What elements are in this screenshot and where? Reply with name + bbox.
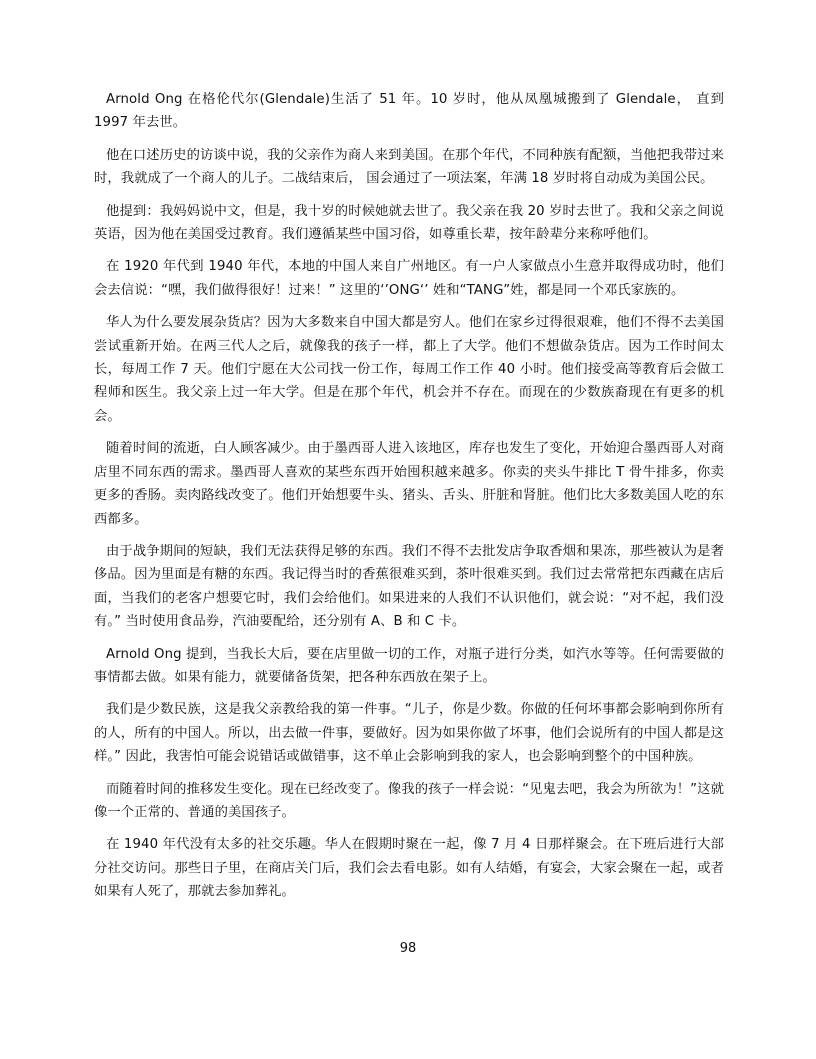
document-body: [94, 88, 724, 913]
paragraph-7: 由于战争期间的短缺，我们无法获得足够的东西。我们不得不去批发店争取香烟和果冻，那些被认为是奢侈品。因为里面是有糖的东西。我记得当时的香蕉很难买到，茶叶很难买到。我们过去常常把东西藏在店后面，当我们的老客户想要它时，我们会给他们。如果进来的人我们不认识他们，就会说：“对不起，我们没有。” 当时使用食品券，汽油要配给，还分别有 A、B 和 C 卡。: [94, 543, 724, 630]
paragraph-5: 华人为什么要发展杂货店？因为大多数来自中国大都是穷人。他们在家乡过得很艰难，他们不得不去美国尝试重新开始。在两三代人之后，就像我的孩子一样，都上了大学。他们不想做杂货店。因为工作时间太长，每周工作 7 天。他们宁愿在大公司找一份工作，每周工作工作 40 小时。他们接受高等教育后会做工程师和医生。我父亲上过一年大学。但是在那个年代，机会并不存在。而现在的少数族裔现在有更多的机会。: [94, 315, 724, 424]
paragraph-3: 他提到：我妈妈说中文，但是，我十岁的时候她就去世了。我父亲在我 20 岁时去世了。我和父亲之间说英语，因为他在美国受过教育。我们遵循某些中国习俗，如尊重长辈，按年龄辈分来称呼他们。: [94, 203, 724, 243]
paragraph-4: 在 1920 年代到 1940 年代，本地的中国人来自广州地区。有一户人家做点小生意并取得成功时，他们会去信说：“嘿，我们做得很好！过来！” 这里的‘’ONG‘’ 姓和“TANG”姓，都是同一个邓氏家族的。: [94, 259, 724, 298]
paragraph-6: 随着时间的流逝，白人顾客减少。由于墨西哥人进入该地区，库存也发生了变化，开始迎合墨西哥人对商店里不同东西的需求。墨西哥人喜欢的某些东西开始囤积越来越多。你卖的夹头牛排比 T 骨牛排多，你卖更多的香肠。卖肉路线改变了。他们开始想要牛头、猪头、舌头、肝脏和肾脏。他们比大多数美国人吃的东西都多。: [94, 441, 724, 527]
paragraph-1: Arnold Ong 在格伦代尔(Glendale)生活了 51 年。10 岁时，他从凤凰城搬到了 Glendale， 直到 1997 年去世。: [94, 92, 724, 131]
paragraph-9: 我们是少数民族，这是我父亲教给我的第一件事。“儿子，你是少数。你做的任何坏事都会影响到你所有的人，所有的中国人。所以，出去做一件事，要做好。因为如果你做了坏事，他们会说所有的中国人都是这样。” 因此，我害怕可能会说错话或做错事，这不单止会影响到我的家人，也会影响到整个的中国种族。: [94, 702, 724, 765]
paragraph-2: 他在口述历史的访谈中说，我的父亲作为商人来到美国。在那个年代，不同种族有配额，当他把我带过来时，我就成了一个商人的儿子。二战结束后， 国会通过了一项法案，年满 18 岁时将自动成为美国公民。: [94, 147, 724, 187]
paragraph-10: 而随着时间的推移发生变化。现在已经改变了。像我的孩子一样会说：“见鬼去吧，我会为所欲为！”这就像一个正常的、普通的美国孩子。: [94, 781, 724, 820]
paragraph-11: 在 1940 年代没有太多的社交乐趣。华人在假期时聚在一起，像 7 月 4 日那样聚会。在下班后进行大部分社交访问。那些日子里，在商店关门后，我们会去看电影。如有人结婚，有宴会，大家会聚在一起，或者如果有人死了，那就去参加葬礼。: [94, 837, 724, 900]
page-number: 98: [399, 941, 417, 956]
paragraph-8: Arnold Ong 提到，当我长大后，要在店里做一切的工作，对瓶子进行分类，如汽水等等。任何需要做的事情都去做。如果有能力，就要储备货架，把各种东西放在架子上。: [94, 646, 724, 685]
